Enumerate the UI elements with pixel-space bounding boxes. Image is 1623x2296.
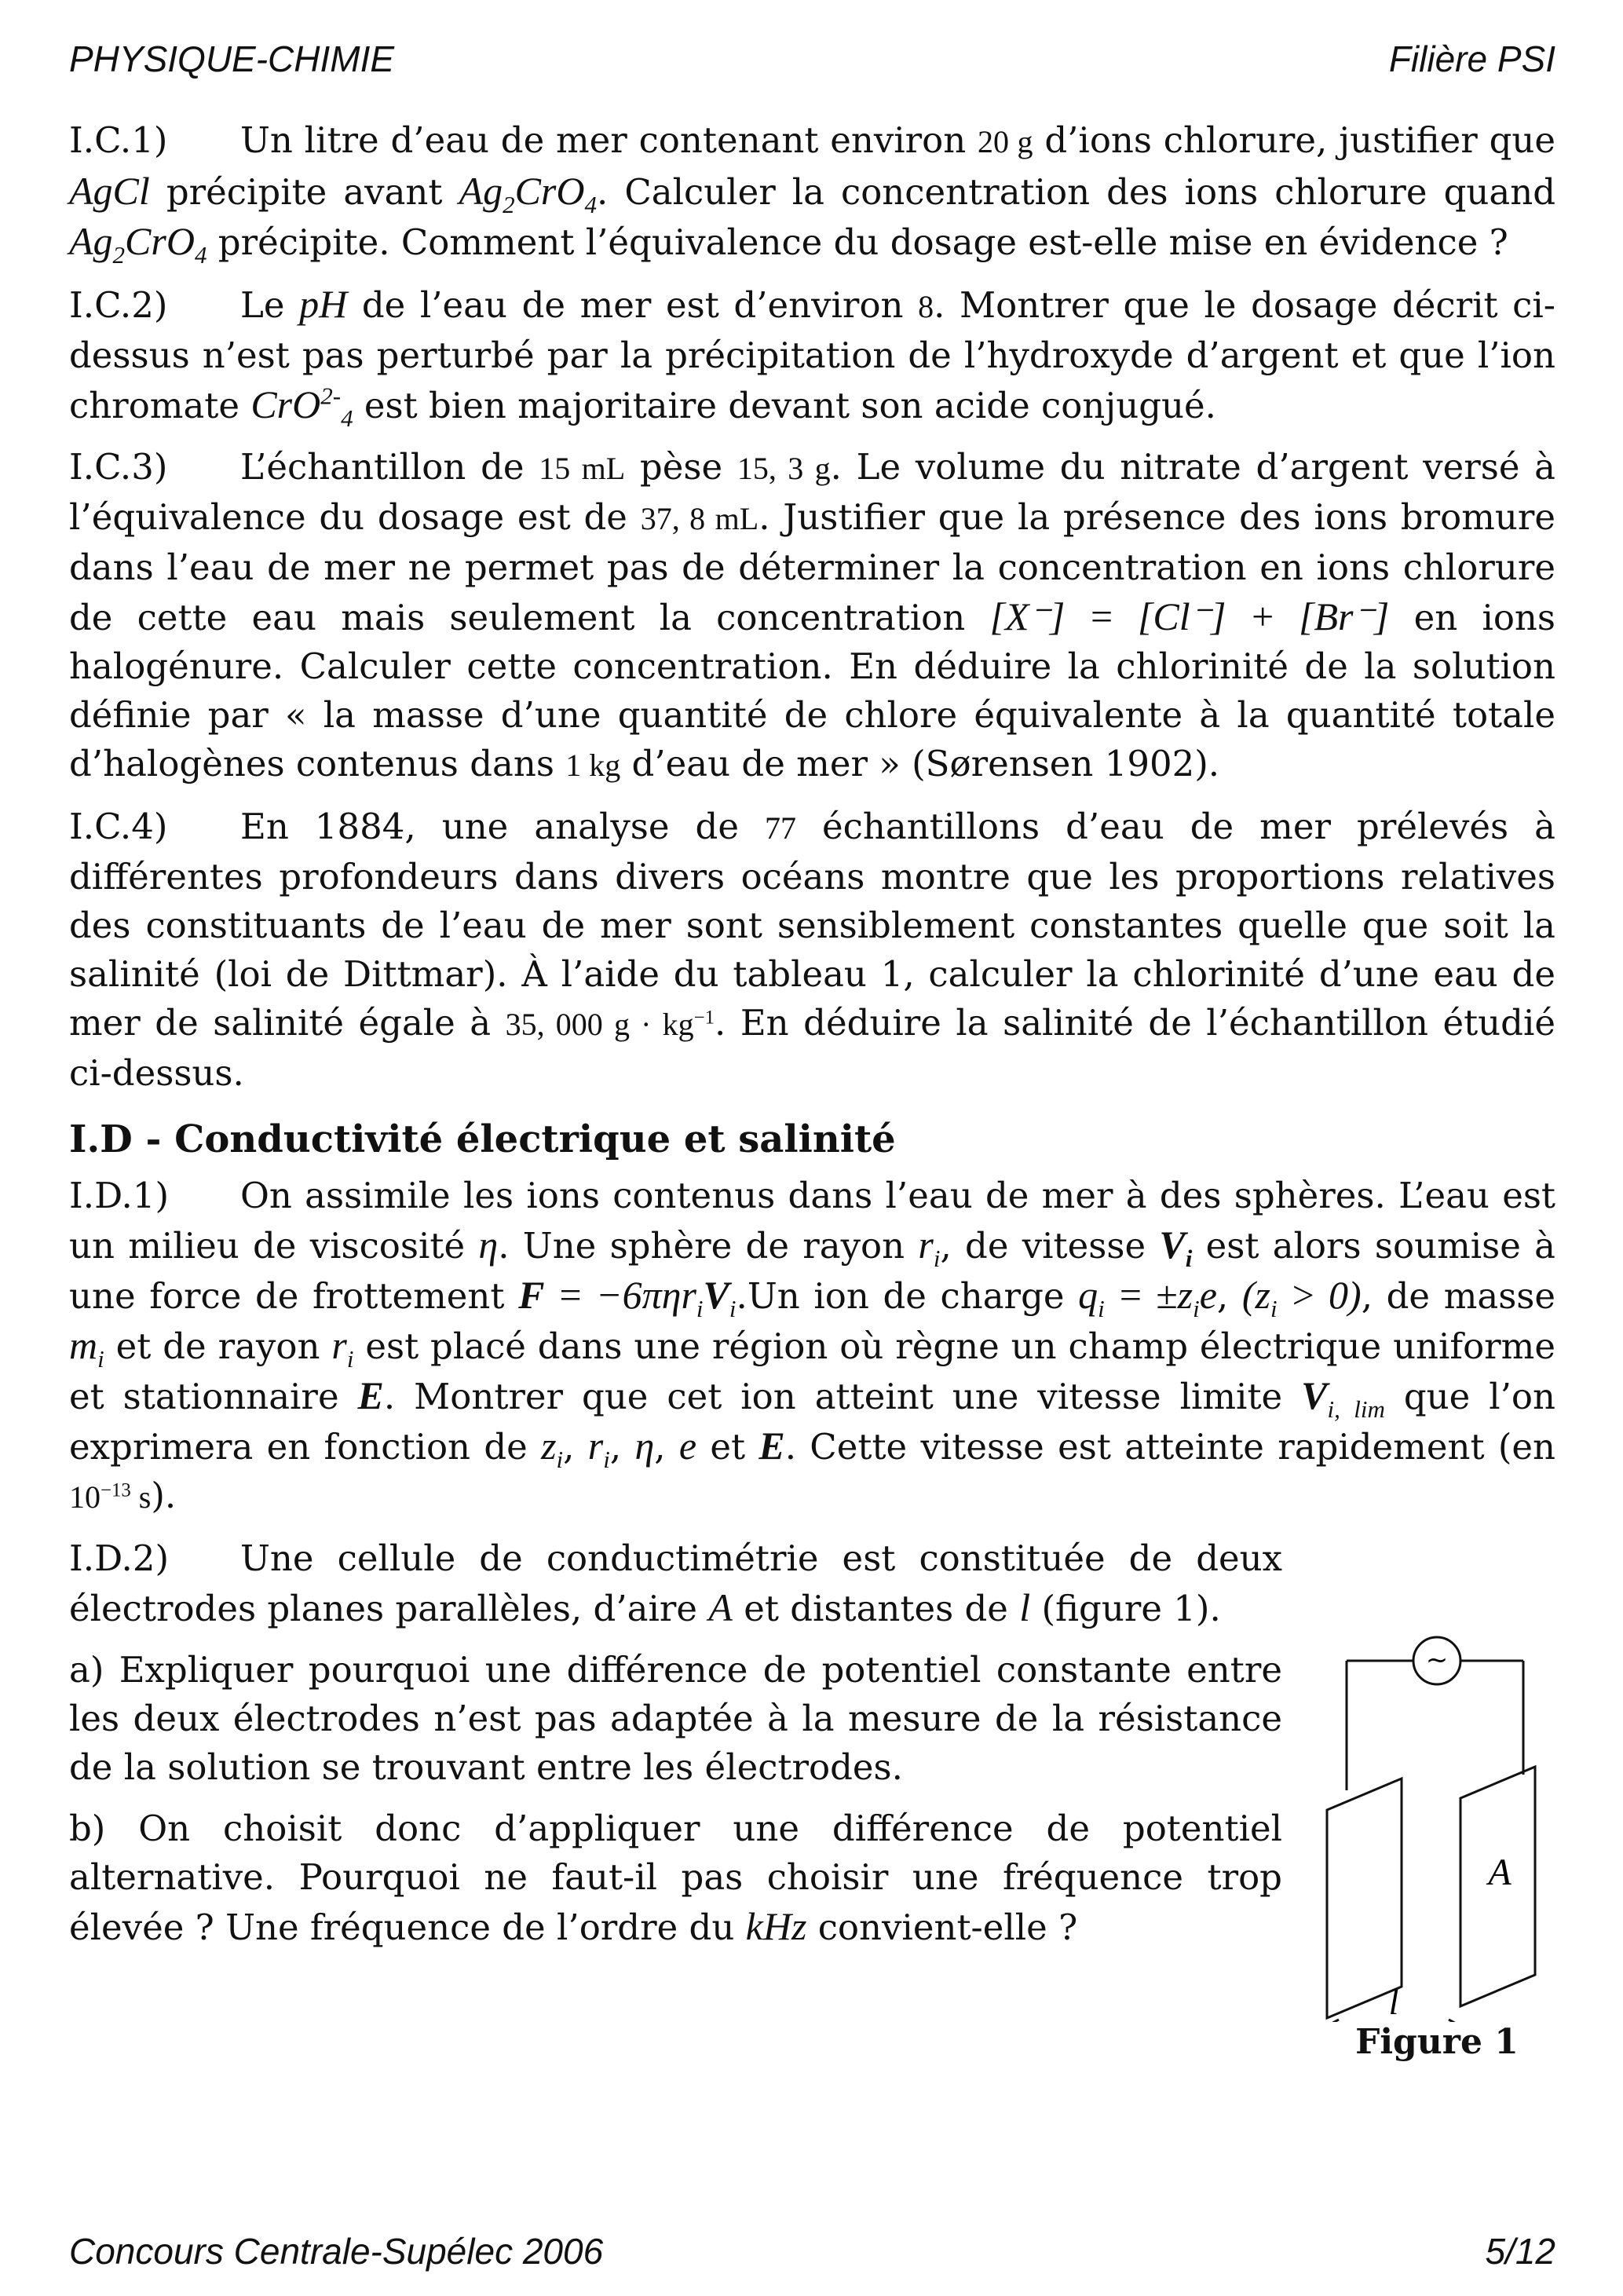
question-ID2: I.D.2) Une cellule de conductimétrie est constituée de deux électrodes planes parallèles, d’aire A et distantes de l (figure 1). bbox=[69, 1534, 1282, 1633]
question-number: I.D.1) bbox=[69, 1175, 170, 1216]
question-number: I.C.4) bbox=[69, 806, 168, 847]
header-subject: PHYSIQUE-CHIMIE bbox=[69, 38, 395, 79]
question-number: I.C.2) bbox=[69, 284, 168, 326]
footer-page-number: 5/12 bbox=[1485, 2231, 1555, 2272]
equation-halides: [X⁻] = [Cl⁻] + [Br⁻] bbox=[989, 594, 1390, 638]
question-IC3: I.C.3) L’échantillon de 15 mL pèse 15, 3 g. Le volume du nitrate d’argent versé à l’équivalence du dosage est de 37, 8 mL. Justifier que la présence des ions bromure dans l’eau de mer ne permet pas de déterminer la concentration en ions chlorure de cette eau mais seulement la concentration [X⁻] = [Cl⁻] + [Br⁻] en ions halogénure. Calculer cette concentration. En déduire la chlorinité de la solution définie par « la masse d’une quantité de chlore équivalente à la quantité totale d’halogènes contenus dans 1 kg d’eau de mer » (Sørensen 1902). bbox=[69, 443, 1555, 790]
question-ID1: I.D.1) On assimile les ions contenus dans l’eau de mer à des sphères. L’eau est un milieu de viscosité η. Une sphère de rayon $r_i$, de vitesse $V_i$ est alors soumise à une force de frottement $F = -6\pi\eta r_iV_i.Un$ ion de charge $q_i = \pm z_ie$, $(z_i > 0)$, de masse $m_i$ et de rayon $r_i$ est placé dans une région où règne un champ électrique uniforme et stationnaire E. Montrer que cet ion atteint une vitesse limite $V_{i, lim}$ que l’on exprimera en fonction de $z_i$, $r_i$, η, e et E. Cette vitesse est atteinte rapidement (en $10^{-13}$ s). bbox=[69, 1172, 1555, 1522]
equation-charge: $q_i = \pm z_ie$ bbox=[1078, 1273, 1217, 1322]
question-ID2-b: b) On choisit donc d’appliquer une différence de potentiel alternative. Pourquoi ne faut-il pas choisir une fréquence trop élevée ? Une fréquence de l’ordre du kHz convient-elle ? bbox=[69, 1808, 1282, 1948]
section-title: I.D - Conductivité électrique et salinité bbox=[69, 1117, 896, 1161]
figure-1 bbox=[1307, 1614, 1566, 2069]
footer-contest: Concours Centrale-Supélec 2006 bbox=[69, 2231, 604, 2272]
header-track: Filière PSI bbox=[1388, 38, 1555, 79]
equation-friction: $F = -6\pi\eta r_iV_i$ bbox=[518, 1273, 737, 1322]
question-number: I.D.2) bbox=[69, 1537, 170, 1579]
formula-ag2cro4: $Ag_2CrO_4$ bbox=[69, 219, 207, 269]
figure-caption: Figure 1 bbox=[1355, 2022, 1519, 2062]
question-number: I.C.3) bbox=[69, 446, 168, 488]
ac-source-symbol: ~ bbox=[1425, 1644, 1449, 1676]
area-label: A bbox=[1488, 1852, 1512, 1893]
formula-cro4: CrO$^{2-}_4$ bbox=[250, 382, 353, 432]
question-IC4: I.C.4) En 1884, une analyse de 77 échantillons d’eau de mer prélevés à différentes profondeurs dans divers océans montre que les proportions relatives des constituants de l’eau de mer sont sensiblement constantes quelle que soit la salinité (loi de Dittmar). À l’aide du tableau 1, calculer la chlorinité d’une eau de mer de salinité égale à 35, 000 $g \cdot kg^{-1}$. En déduire la salinité de l’échantillon étudié ci-dessus. bbox=[69, 803, 1555, 1098]
question-number: I.C.1) bbox=[69, 119, 168, 161]
question-IC2: I.C.2) Le pH de l’eau de mer est d’environ 8. Montrer que le dosage décrit ci-dessus n’est pas perturbé par la précipitation de l’hydroxyde d’argent et que l’ion chromate CrO$^{2-}_4$ est bien majoritaire devant son acide conjugué. bbox=[69, 282, 1555, 432]
conductivity-cell-diagram bbox=[1307, 1614, 1566, 2022]
gap-label: l bbox=[1388, 1982, 1399, 2022]
question-ID2-block bbox=[69, 1534, 1282, 1952]
question-ID2-a: a) Expliquer pourquoi une différence de potentiel constante entre les deux électrodes n’est pas adaptée à la mesure de la résistance de la solution se trouvant entre les électrodes. bbox=[69, 1649, 1282, 1788]
question-IC1: I.C.1) Un litre d’eau de mer contenant environ 20 g d’ions chlorure, justifier que AgCl précipite avant $Ag_2CrO_4$. Calculer la concentration des ions chlorure quand $Ag_2CrO_4$ précipite. Comment l’équivalence du dosage est-elle mise en évidence ? bbox=[69, 116, 1555, 267]
formula-ag2cro4: $Ag_2CrO_4$ bbox=[459, 169, 597, 218]
